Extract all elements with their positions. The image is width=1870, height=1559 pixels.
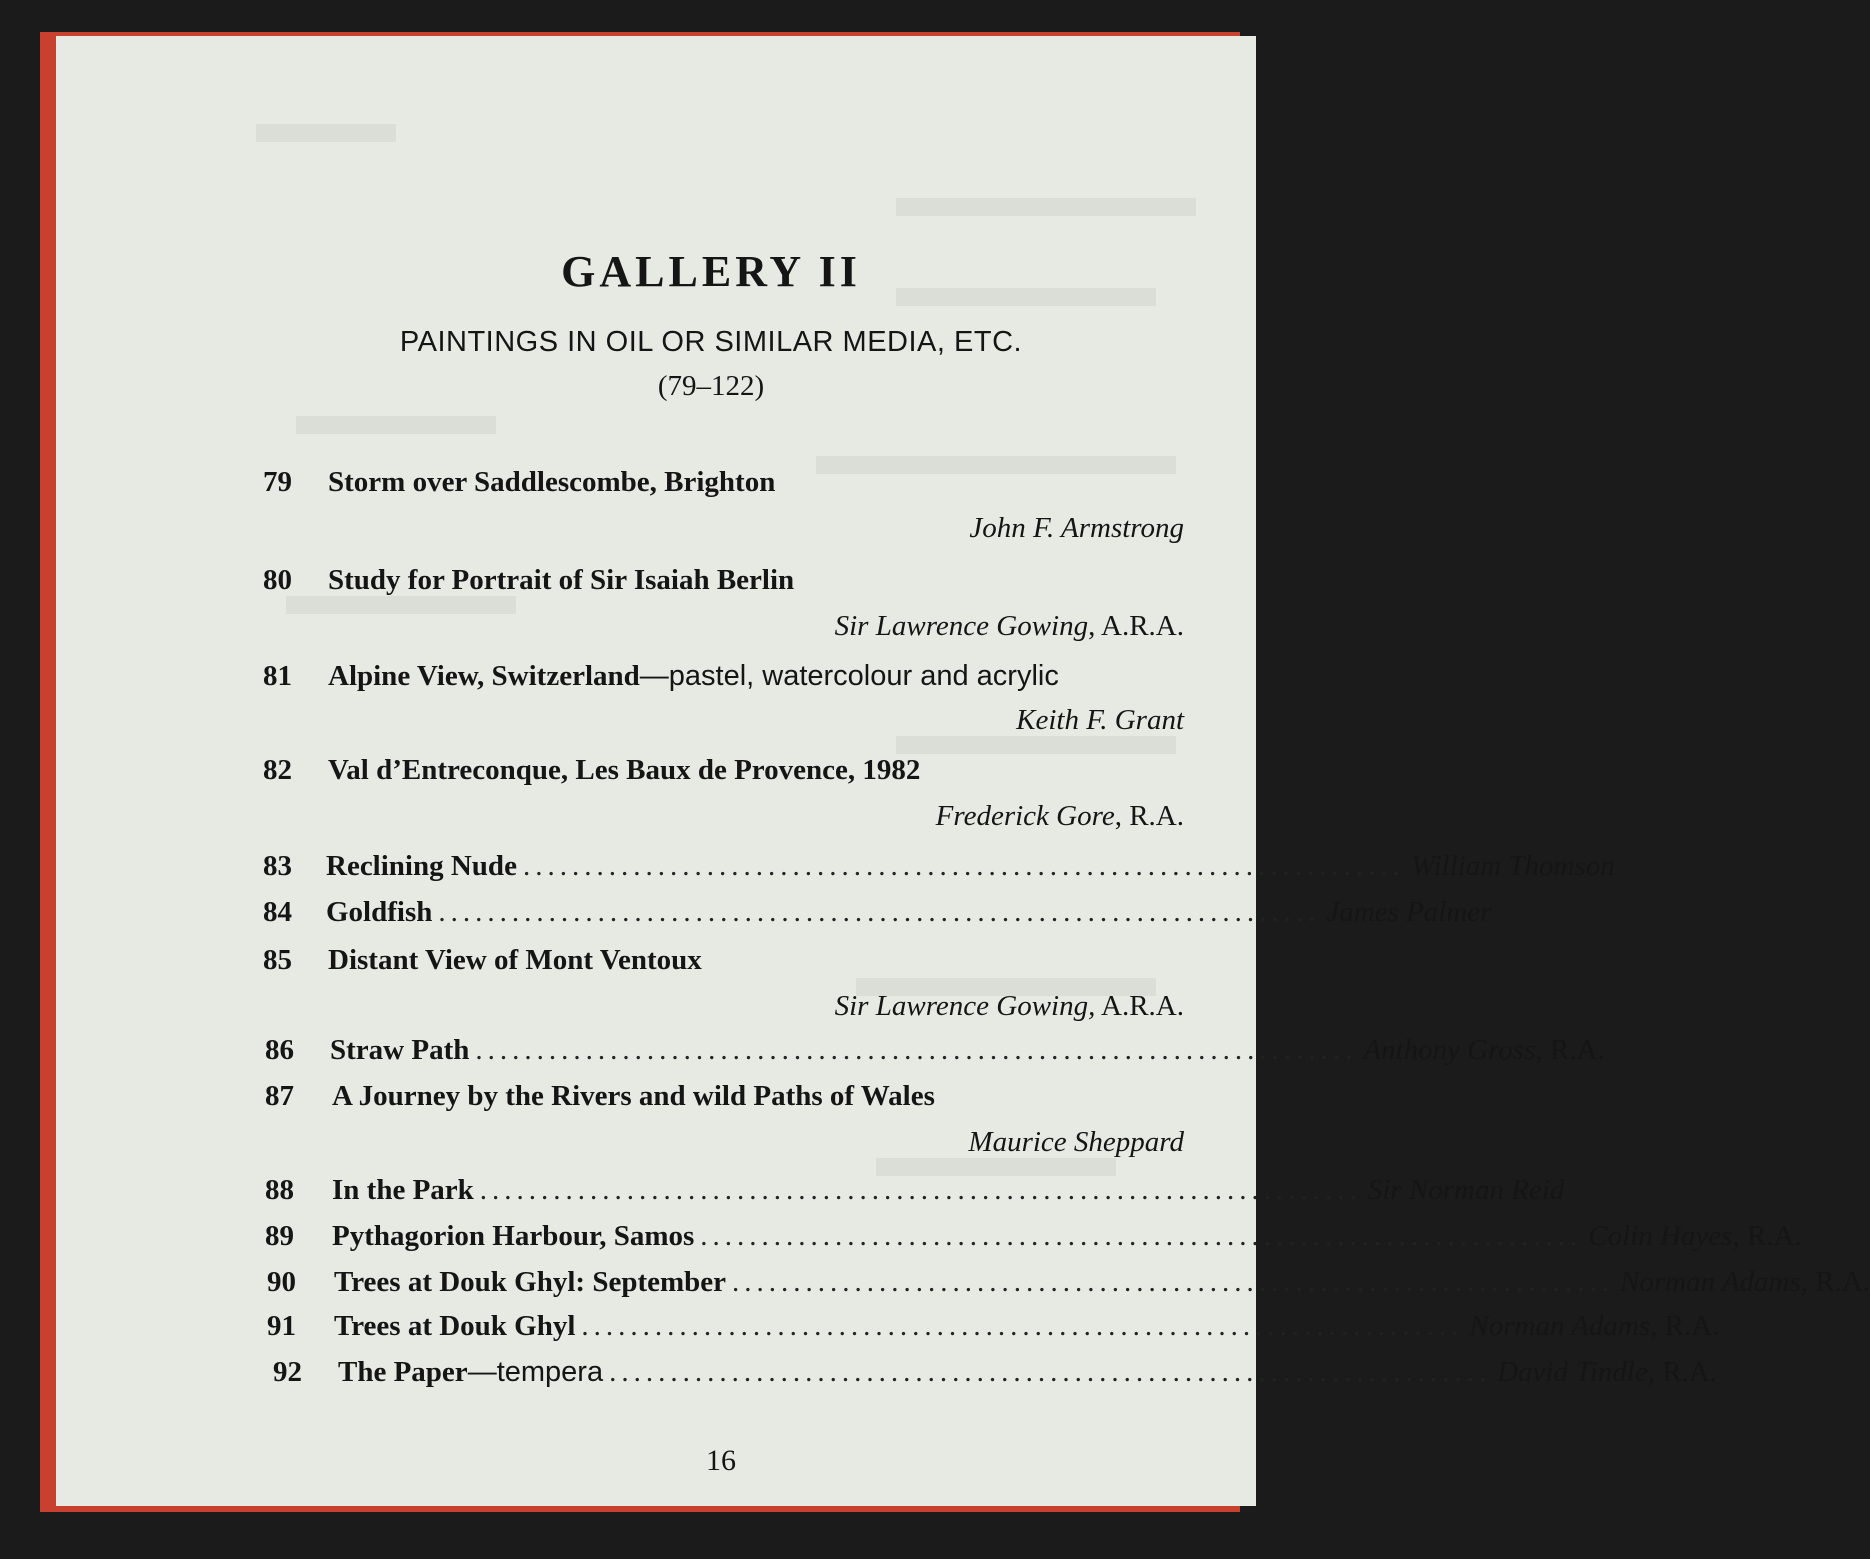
entry-title: Goldfish (326, 896, 433, 928)
entry-number: 87 (265, 1080, 294, 1112)
entry-artist: Frederick Gore (935, 800, 1115, 832)
entry-artist: William Thomson (1410, 850, 1615, 882)
entry-artist: Norman Adams (1620, 1266, 1801, 1298)
entry-artist: James Palmer (1326, 896, 1492, 928)
dot-leader: ........................................................................ (581, 1310, 1464, 1342)
dot-leader: ........................................................................ (475, 1034, 1358, 1066)
entry-artist: Sir Lawrence Gowing, (834, 990, 1096, 1022)
entry-row (326, 896, 1492, 929)
catalogue-range: (79–122) (657, 370, 765, 402)
entry-artist: David Tindle, (1497, 1356, 1655, 1388)
entry-honour: , R.A. (1732, 1220, 1802, 1252)
entry-row (330, 1034, 1605, 1067)
entry-honour: R.A. (1654, 1356, 1718, 1388)
entry-number: 91 (267, 1310, 296, 1342)
entry-row (338, 1356, 1718, 1389)
entry-row (332, 1220, 1802, 1253)
entry-title: Reclining Nude (326, 850, 517, 882)
entry-title: Straw Path (330, 1034, 470, 1066)
entry-artist: Keith F. Grant (1016, 704, 1184, 736)
dot-leader: ........................................................................ (732, 1266, 1615, 1298)
entry-artist: Colin Hayes (1588, 1220, 1733, 1252)
entry-title: Pythagorion Harbour, Samos (332, 1220, 695, 1252)
dot-leader: ........................................................................ (609, 1356, 1492, 1388)
entry-number: 88 (265, 1174, 294, 1206)
page-number: 16 (706, 1444, 736, 1477)
entry-row (326, 850, 1615, 883)
entry-number: 90 (267, 1266, 296, 1298)
entry-artist: Maurice Sheppard (968, 1126, 1184, 1158)
entry-title-line (338, 1356, 603, 1389)
entry-artist: Sir Norman Reid (1367, 1174, 1565, 1206)
entry-medium: —tempera (467, 1356, 604, 1388)
entry-title-line (328, 660, 1059, 693)
entry-title: Val d’Entreconque, Les Baux de Provence, 1982 (328, 754, 921, 786)
entry-row (334, 1310, 1720, 1343)
dot-leader: ........................................................................ (522, 850, 1405, 882)
entry-number: 85 (263, 944, 292, 976)
dot-leader: ........................................................................ (700, 1220, 1583, 1252)
entry-artist-line (968, 1126, 1184, 1159)
entry-number: 84 (263, 896, 292, 928)
entry-number: 81 (263, 660, 292, 692)
entry-title: Alpine View, Switzerland (328, 660, 640, 692)
entry-artist: Anthony Gross (1363, 1034, 1536, 1066)
entry-title: Storm over Saddlescombe, Brighton (328, 466, 776, 498)
entry-artist-line (936, 800, 1184, 833)
entry-honour: , R.A. (1650, 1310, 1720, 1342)
entry-title: Study for Portrait of Sir Isaiah Berlin (328, 564, 795, 596)
entry-number: 92 (273, 1356, 302, 1388)
entry-artist-line (1016, 704, 1184, 737)
entry-number: 82 (263, 754, 292, 786)
entry-honour: , R.A. (1114, 800, 1184, 832)
entry-artist: John F. Armstrong (969, 512, 1184, 544)
gallery-subtitle: PAINTINGS IN OIL OR SIMILAR MEDIA, ETC. (399, 326, 1023, 358)
dot-leader: ........................................................................ (438, 896, 1321, 928)
catalogue-page (56, 36, 1870, 1506)
entry-title: Trees at Douk Ghyl (334, 1310, 576, 1342)
entry-title: The Paper (338, 1356, 468, 1388)
entry-title: Distant View of Mont Ventoux (328, 944, 702, 976)
entry-row (332, 1174, 1565, 1207)
gallery-title: GALLERY II (561, 247, 861, 296)
entry-number: 86 (265, 1034, 294, 1066)
entry-number: 80 (263, 564, 292, 596)
entry-honour: A.R.A. (1095, 990, 1184, 1022)
entry-artist: Norman Adams (1469, 1310, 1651, 1342)
entry-honour: , R.A. (1535, 1034, 1605, 1066)
entry-number: 83 (263, 850, 292, 882)
dot-leader: ........................................................................ (479, 1174, 1362, 1206)
entry-honour: , A.R.A. (1088, 610, 1184, 642)
entry-artist: Sir Lawrence Gowing (834, 610, 1089, 642)
entry-number: 79 (263, 466, 292, 498)
entry-title: In the Park (332, 1174, 474, 1206)
entry-title: A Journey by the Rivers and wild Paths of Wales (332, 1080, 935, 1112)
entry-number: 89 (265, 1220, 294, 1252)
entry-honour: , R.A. (1800, 1266, 1870, 1298)
entry-artist-line (835, 610, 1184, 643)
entry-artist-line (835, 990, 1184, 1023)
entry-medium: —pastel, watercolour and acrylic (639, 660, 1059, 692)
entry-artist-line (969, 512, 1184, 545)
entry-row (334, 1266, 1870, 1299)
entry-title: Trees at Douk Ghyl: September (334, 1266, 727, 1298)
